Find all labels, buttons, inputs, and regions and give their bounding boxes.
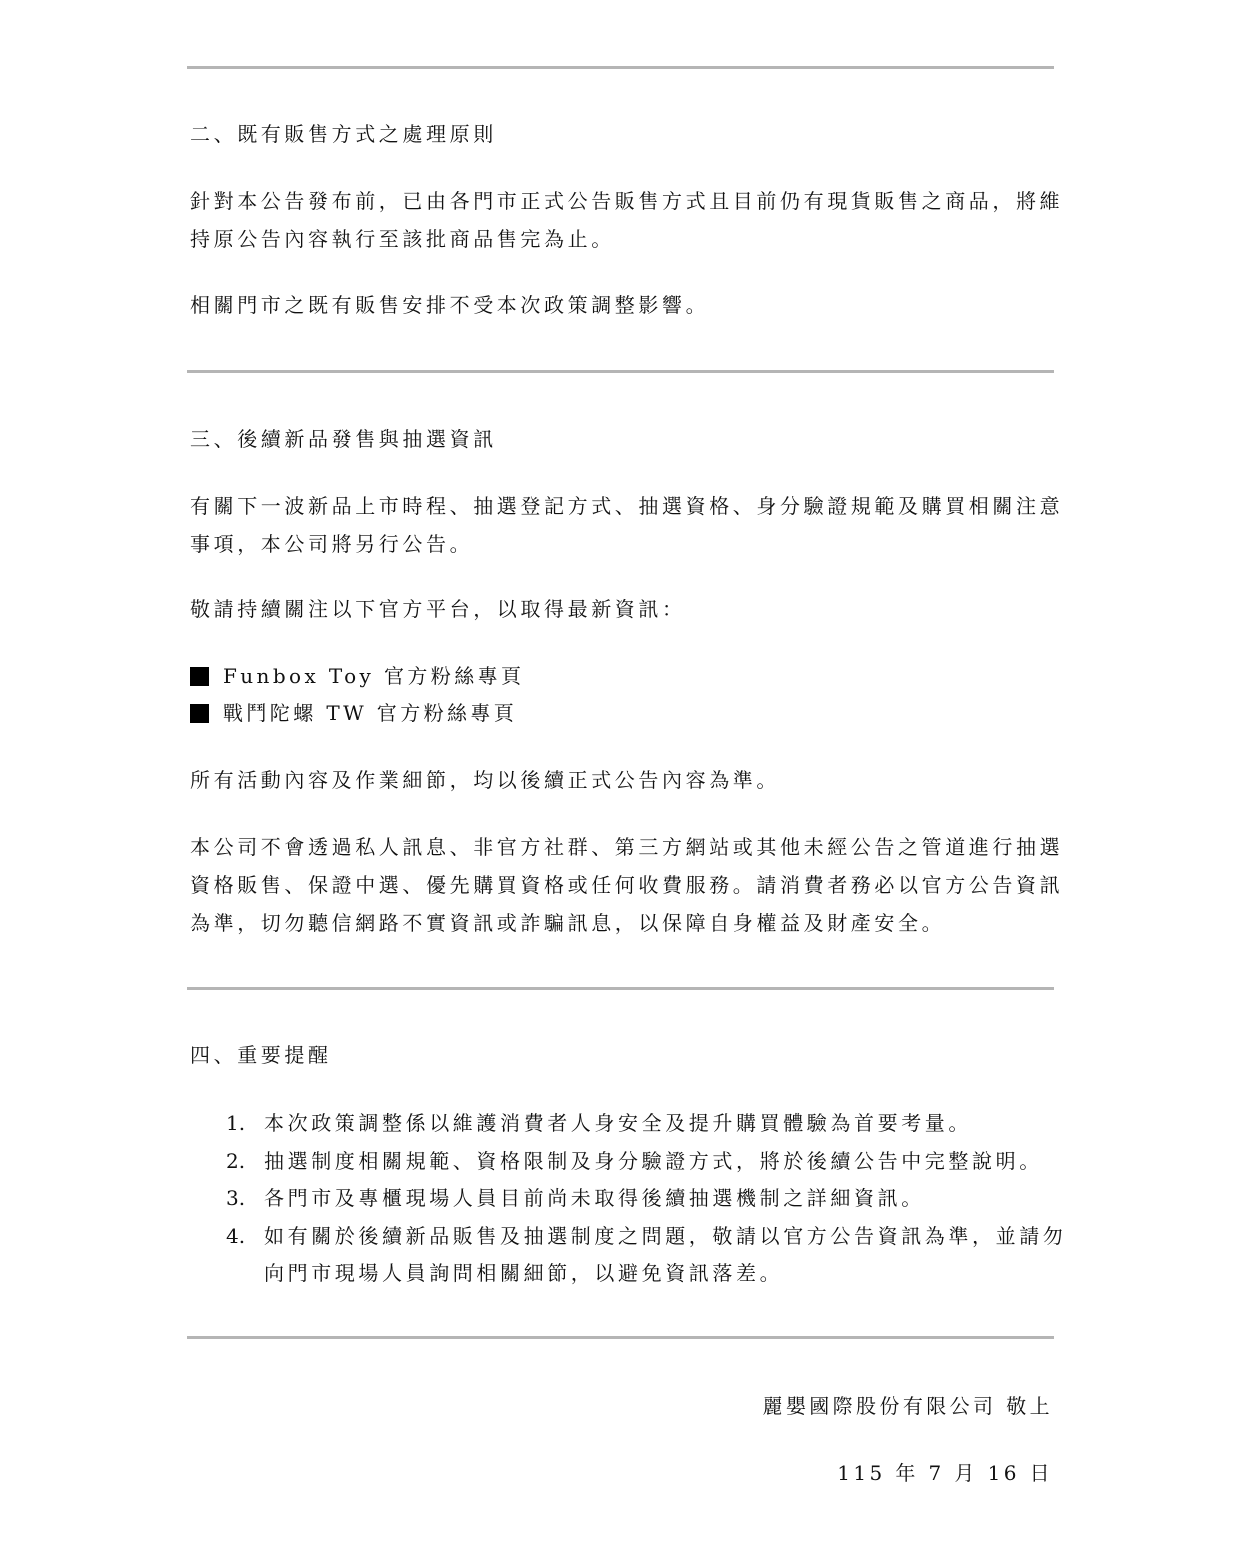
section3-paragraph4-line3: 為準，切勿聽信網路不實資訊或詐騙訊息，以保障自身權益及財產安全。 [190,911,946,935]
section3-paragraph2: 敬請持續關注以下官方平台，以取得最新資訊： [190,597,686,621]
black-square-bullet-icon [190,667,209,686]
platform-name: Funbox Toy 官方粉絲專頁 [223,664,525,688]
list-item [226,1143,1056,1181]
list-item-text: 抽選制度相關規範、資格限制及身分驗證方式，將於後續公告中完整說明。 [264,1148,1043,1173]
platform-name: 戰鬥陀螺 TW 官方粉絲專頁 [223,701,518,725]
section2-heading: 二、既有販售方式之處理原則 [190,122,497,146]
platform-list-item [190,695,517,732]
section3-paragraph4-line1: 本公司不會透過私人訊息、非官方社群、第三方網站或其他未經公告之管道進行抽選 [190,835,1064,859]
section-divider [187,987,1054,990]
company-signature: 麗嬰國際股份有限公司 敬上 [762,1394,1053,1418]
section3-paragraph3: 所有活動內容及作業細節，均以後續正式公告內容為準。 [190,768,780,792]
list-item-text: 各門市及專櫃現場人員目前尚未取得後續抽選機制之詳細資訊。 [264,1186,925,1210]
list-item-number: 3. [226,1186,246,1210]
platform-list-item [190,658,524,695]
section2-paragraph1-line2: 持原公告內容執行至該批商品售完為止。 [190,227,615,251]
list-item [226,1218,1067,1293]
section3-paragraph1-line2: 事項，本公司將另行公告。 [190,532,474,556]
announcement-date: 115 年 7 月 16 日 [837,1461,1053,1485]
list-item-number: 1. [226,1111,246,1135]
section4-heading: 四、重要提醒 [190,1043,332,1067]
list-item-text-line1: 如有關於後續新品販售及抽選制度之問題，敬請以官方公告資訊為準，並請勿 [264,1223,1067,1248]
list-item-text: 本次政策調整係以維護消費者人身安全及提升購買體驗為首要考量。 [264,1111,972,1135]
section2-paragraph1-line1: 針對本公告發布前，已由各門市正式公告販售方式且目前仍有現貨販售之商品，將維 [190,189,1064,213]
list-item-number: 4. [226,1223,246,1248]
section3-paragraph4-line2: 資格販售、保證中選、優先購買資格或任何收費服務。請消費者務必以官方公告資訊 [190,873,1064,897]
list-item [226,1180,1056,1218]
reminder-list [226,1105,1067,1293]
list-item-text-line2: 向門市現場人員詢問相關細節，以避免資訊落差。 [264,1261,784,1285]
section-divider [187,370,1054,373]
list-item [226,1105,1056,1143]
black-square-bullet-icon [190,704,209,723]
list-item-number: 2. [226,1148,246,1173]
section3-paragraph1-line1: 有關下一波新品上市時程、抽選登記方式、抽選資格、身分驗證規範及購買相關注意 [190,494,1064,518]
section-divider [187,66,1054,69]
section3-heading: 三、後續新品發售與抽選資訊 [190,427,497,451]
list-item-text-wrapped [264,1218,1066,1293]
section-divider [187,1336,1054,1339]
section2-paragraph2: 相關門市之既有販售安排不受本次政策調整影響。 [190,293,710,317]
